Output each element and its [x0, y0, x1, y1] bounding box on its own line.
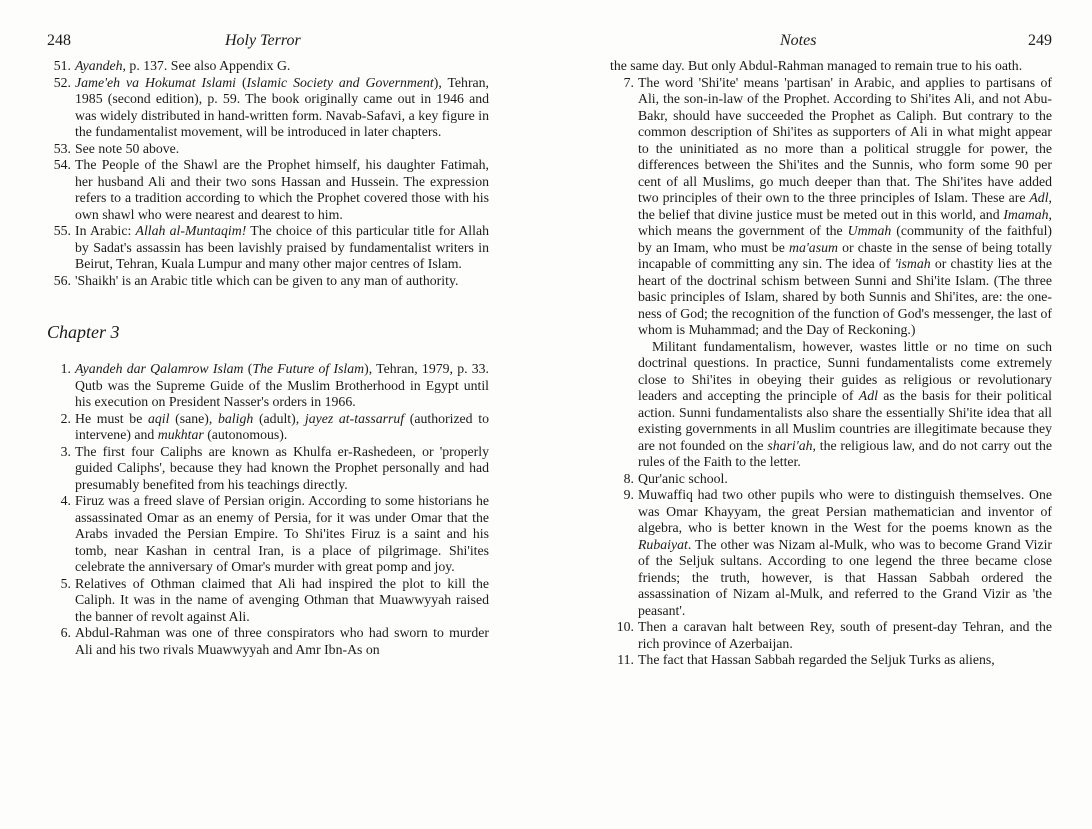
note-item: [610, 471, 1052, 488]
note-item: [47, 58, 489, 75]
note-text: Muwaffiq had two other pupils who were to distinguish themselves. One was Omar Khayyam, the great Persian mathematician and inventor of algebra, who is better known in the West for the poems known as the Rubaiyat. The other was Nizam al-Mulk, who was to become Grand Vizir of the Seljuk sultans. According to one legend the three became close friends; the truth, however, is that Hassan Sabbah ordered the assassination of Nizam al-Mulk, and referred to the Grand Vizir as 'the peasant'.: [638, 487, 1052, 618]
note-item: [47, 223, 489, 273]
note-text: Jame'eh va Hokumat Islami (Islamic Society and Government), Tehran, 1985 (second edition), p. 59. The book originally came out in 1946 and was widely distributed in hand-written form. Navab-Safavi, a key figure in the fundamentalist movement, will be introduced in later chapters.: [75, 74, 489, 139]
note-item: [610, 75, 1052, 471]
note-text: The first four Caliphs are known as Khulfa er-Rashedeen, or 'properly guided Caliphs', because they had known the Prophet personally and had presumably benefited from his teachings directly.: [75, 443, 489, 492]
note-number: 56.: [53, 272, 71, 288]
page-number: 248: [47, 32, 71, 49]
note-number: 9.: [623, 487, 634, 502]
note-number: 52.: [53, 74, 71, 90]
note-number: 51.: [53, 58, 71, 73]
page-number: 249: [1028, 32, 1052, 49]
note-number: 55.: [53, 223, 71, 238]
note-text: In Arabic: Allah al-Muntaqim! The choice of this particular title for Allah by Sadat's assassin has been lavishly praised by fundamentalist writers in Beirut, Tehran, Kuala Lumpur and many other major centres of Islam.: [75, 223, 489, 271]
note-item: [47, 75, 489, 141]
note-number: 1.: [60, 361, 71, 376]
note-text: Relatives of Othman claimed that Ali had inspired the plot to kill the Caliph. It was in the name of avenging Othman that Muawwyyah raised the banner of revolt against Ali.: [75, 575, 489, 624]
note-number: 2.: [60, 410, 71, 426]
notes-list: [610, 75, 1052, 669]
note-item: [610, 487, 1052, 619]
note-item: [47, 493, 489, 576]
running-title: Notes: [780, 32, 817, 49]
note-item: [47, 444, 489, 494]
note-text: the same day. But only Abdul-Rahman managed to remain true to his oath.: [610, 58, 1023, 73]
notes-list: [47, 58, 489, 289]
note-text: Ayandeh, p. 137. See also Appendix G.: [75, 58, 291, 73]
note-text: Firuz was a freed slave of Persian origin. According to some historians he assassinated Omar as an enemy of Persia, for it was under Omar that the Arabs invaded the Persian Empire. To Shi'ites Firuz is a saint and his tomb, near Kashan in central Iran, is a place of pilgrimage. Shi'ites celebrate the anniversary of Omar's murder with great pomp and joy.: [75, 493, 489, 574]
note-number: 53.: [53, 140, 71, 156]
note-number: 6.: [60, 625, 71, 640]
note-text: The People of the Shawl are the Prophet himself, his daughter Fatimah, her husband Ali and their two sons Hassan and Hussein. The expression refers to a tradition according to which the Prophet covered those with his own shawl who were nearest and dearest to him.: [75, 157, 489, 222]
note-number: 8.: [623, 470, 634, 486]
note-text: Abdul-Rahman was one of three conspirators who had sworn to murder Ali and his two rivals Muawwyyah and Amr Ibn-As on: [75, 625, 489, 657]
note-item: [47, 273, 489, 290]
note-item: [47, 157, 489, 223]
note-item: [47, 411, 489, 444]
left-page: [47, 30, 489, 820]
note-number: 5.: [60, 575, 71, 591]
note-text: The word 'Shi'ite' means 'partisan' in Arabic, and applies to partisans of Ali, the son-in-law of the Prophet. According to Shi'ites Ali, and not Abu-Bakr, should have succeeded the Prophet as Caliph. But contrary to the common description of Shi'ites as supporters of Ali in what might appear to the uninitiated as no more than a political struggle for power, the differences between the Shi'ites and the Sunnis, who form some 90 per cent of all Muslims, go much deeper than that. The Shi'ites have added two principles of their own to the three principles of Islam. These are Adl, the belief that divine justice must be meted out in this world, and Imamah, which means the government of the Ummah (community of the faithful) by an Imam, who must be ma'asum or chaste in the sense of being totally incapable of committing any sin. The idea of 'ismah or chastity lies at the heart of the doctrinal schism between Sunni and Shi'ite Islam. (The three basic principles of Islam, shared by both Sunnis and Shi'ites, are: the one-ness of God; the recognition of the function of God's messenger, the last of whom is Muhammad; and the Day of Reckoning.): [638, 74, 1052, 337]
note-item: [47, 361, 489, 411]
note-item: [47, 625, 489, 658]
chapter-heading: Chapter 3: [47, 322, 120, 342]
note-continuation: [610, 58, 1052, 75]
running-head: [47, 30, 489, 52]
note-text: Ayandeh dar Qalamrow Islam (The Future of Islam), Tehran, 1979, p. 33. Qutb was the Supreme Guide of the Muslim Brotherhood in Egypt until his execution on President Nasser's orders in 1966.: [75, 361, 489, 409]
note-text: See note 50 above.: [75, 140, 180, 156]
note-item: [610, 619, 1052, 652]
note-text: 'Shaikh' is an Arabic title which can be given to any man of authority.: [75, 272, 459, 288]
note-number: 3.: [60, 443, 71, 459]
note-number: 7.: [623, 74, 634, 90]
note-text: Qur'anic school.: [638, 470, 728, 486]
note-paragraph: Militant fundamentalism, however, wastes little or no time on such doctrinal questions. In practice, Sunni fundamentalists come extremely close to Shi'ites in obeying their guides as religious or revolutionary leaders and accepting the principle of Adl as the basis for their political action. Sunni fundamentalists also share the essentially Shi'ite idea that all existing governments in all Muslim countries are illegitimate because they are not founded on the shari'ah, the religious law, and do not carry out the rules of the Faith to the letter.: [638, 338, 1052, 469]
note-text: Then a caravan halt between Rey, south of present-day Tehran, and the rich province of Azerbaijan.: [638, 619, 1052, 651]
running-title: Holy Terror: [225, 32, 301, 49]
note-item: [47, 576, 489, 626]
note-number: 11.: [617, 652, 634, 667]
note-text: He must be aqil (sane), baligh (adult), jayez at-tassarruf (authorized to intervene) and mukhtar (autonomous).: [75, 410, 489, 442]
right-page: [610, 30, 1052, 820]
notes-list: [47, 361, 489, 658]
note-text: The fact that Hassan Sabbah regarded the Seljuk Turks as aliens,: [638, 652, 995, 667]
note-number: 54.: [53, 157, 71, 172]
note-item: [47, 141, 489, 158]
running-head: [610, 30, 1052, 52]
note-number: 10.: [616, 619, 634, 634]
note-number: 4.: [60, 493, 71, 508]
note-item: [610, 652, 1052, 669]
